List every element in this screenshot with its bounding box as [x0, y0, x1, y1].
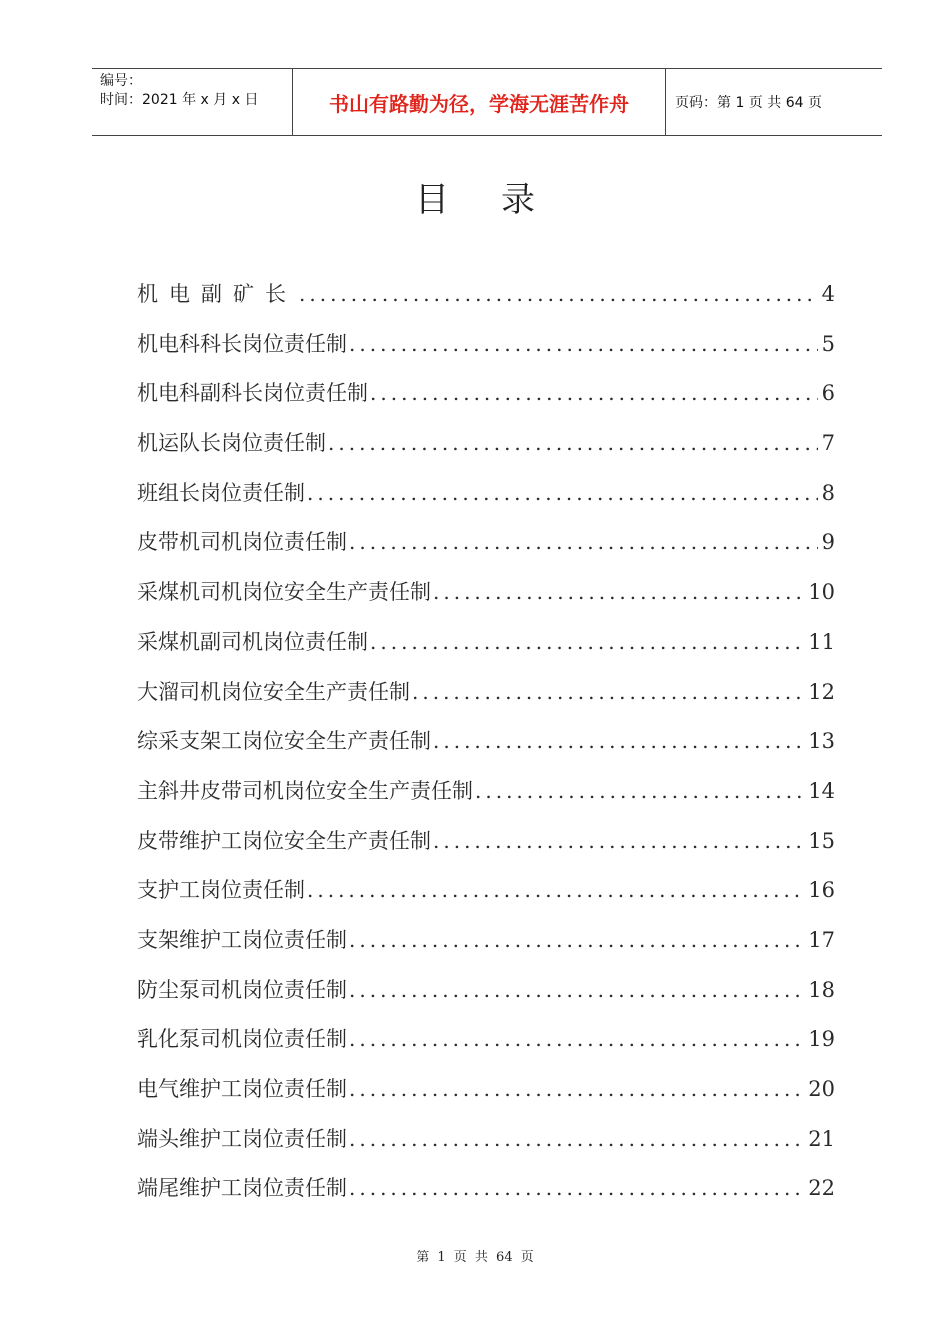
toc-entry-label: 支架维护工岗位责任制 — [137, 927, 347, 952]
toc-leader-dots — [349, 928, 804, 952]
header-page-info: 页码：第 1 页 共 64 页 — [675, 95, 822, 111]
toc-entry-label: 综采支架工岗位安全生产责任制 — [137, 729, 431, 754]
toc-entry[interactable] — [137, 725, 835, 775]
toc-entry[interactable] — [137, 328, 835, 378]
toc-entry[interactable] — [137, 1023, 835, 1073]
toc-entry-page: 19 — [808, 1027, 835, 1052]
toc-entry-label: 采煤机司机岗位安全生产责任制 — [137, 580, 431, 605]
toc-leader-dots — [349, 1127, 804, 1151]
toc-leader-dots — [349, 332, 818, 356]
toc-leader-dots — [349, 1176, 804, 1200]
toc-leader-dots — [370, 381, 818, 405]
toc-entry[interactable] — [137, 576, 835, 626]
page-title: 目录 — [415, 180, 587, 220]
toc-leader-dots — [349, 978, 804, 1002]
toc-leader-dots — [412, 680, 804, 704]
header-info-cell — [92, 69, 293, 135]
toc-entry-page: 5 — [821, 331, 835, 356]
toc-entry-page: 21 — [808, 1126, 835, 1151]
toc-entry[interactable] — [137, 924, 835, 974]
toc-leader-dots — [307, 481, 818, 505]
toc-entry-label: 机电科科长岗位责任制 — [137, 331, 347, 356]
toc-entry[interactable] — [137, 825, 835, 875]
toc-entry[interactable] — [137, 626, 835, 676]
toc-leader-dots — [433, 580, 804, 604]
toc-leader-dots — [370, 630, 804, 654]
header-motto: 书山有路勤为径，学海无涯苦作舟 — [293, 69, 666, 135]
toc-entry[interactable] — [137, 676, 835, 726]
document-time-label: 时间：2021 年 x 月 x 日 — [100, 92, 259, 108]
toc-entry[interactable] — [137, 1123, 835, 1173]
toc-entry-page: 8 — [821, 480, 835, 505]
toc-entry[interactable] — [137, 974, 835, 1024]
toc-entry-page: 6 — [821, 381, 835, 406]
toc-entry-label: 支护工岗位责任制 — [137, 878, 305, 903]
toc-entry[interactable] — [137, 526, 835, 576]
toc-entry-label: 皮带机司机岗位责任制 — [137, 530, 347, 555]
toc-entry-page: 17 — [808, 927, 835, 952]
toc-leader-dots — [328, 431, 818, 455]
toc-leader-dots — [433, 829, 804, 853]
toc-entry-label: 皮带维护工岗位安全生产责任制 — [137, 828, 431, 853]
toc-entry-page: 20 — [808, 1077, 835, 1101]
toc-entry-label: 机电副矿长 — [137, 282, 297, 306]
table-of-contents — [137, 278, 835, 1222]
toc-leader-dots — [475, 779, 804, 803]
toc-entry-label: 端头维护工岗位责任制 — [137, 1126, 347, 1151]
document-number-label: 编号： — [100, 73, 142, 89]
toc-entry-label: 电气维护工岗位责任制 — [137, 1077, 347, 1101]
toc-entry-page: 14 — [808, 778, 835, 803]
toc-entry-label: 防尘泵司机岗位责任制 — [137, 977, 347, 1002]
toc-entry-page: 22 — [808, 1176, 835, 1201]
toc-entry-label: 大溜司机岗位安全生产责任制 — [137, 679, 410, 704]
toc-entry-page: 4 — [821, 282, 835, 306]
page-header — [92, 68, 882, 136]
toc-entry-label: 乳化泵司机岗位责任制 — [137, 1027, 347, 1052]
toc-entry[interactable] — [137, 874, 835, 924]
toc-entry[interactable] — [137, 278, 835, 328]
toc-leader-dots — [349, 1027, 804, 1051]
page-footer: 第 1 页 共 64 页 — [416, 1250, 534, 1265]
toc-entry-page: 18 — [808, 977, 835, 1002]
toc-entry-page: 15 — [808, 828, 835, 853]
toc-entry-label: 主斜井皮带司机岗位安全生产责任制 — [137, 778, 473, 803]
toc-entry-page: 11 — [808, 629, 835, 654]
toc-leader-dots — [299, 282, 818, 306]
toc-entry-label: 端尾维护工岗位责任制 — [137, 1176, 347, 1201]
toc-entry[interactable] — [137, 1172, 835, 1222]
toc-entry[interactable] — [137, 427, 835, 477]
toc-entry-page: 16 — [808, 878, 835, 903]
toc-entry-page: 7 — [821, 431, 835, 456]
toc-entry-label: 采煤机副司机岗位责任制 — [137, 629, 368, 654]
toc-leader-dots — [433, 729, 804, 753]
toc-entry[interactable] — [137, 377, 835, 427]
toc-entry-page: 12 — [808, 679, 835, 704]
toc-entry-page: 9 — [821, 530, 835, 555]
toc-entry-page: 10 — [808, 580, 835, 605]
toc-entry-label: 机运队长岗位责任制 — [137, 431, 326, 456]
toc-entry[interactable] — [137, 477, 835, 527]
toc-entry-label: 机电科副科长岗位责任制 — [137, 381, 368, 406]
toc-leader-dots — [349, 530, 818, 554]
toc-entry-label: 班组长岗位责任制 — [137, 480, 305, 505]
toc-entry[interactable] — [137, 1073, 835, 1123]
toc-leader-dots — [307, 878, 804, 902]
toc-entry-page: 13 — [808, 729, 835, 754]
toc-entry[interactable] — [137, 775, 835, 825]
toc-leader-dots — [349, 1077, 804, 1101]
